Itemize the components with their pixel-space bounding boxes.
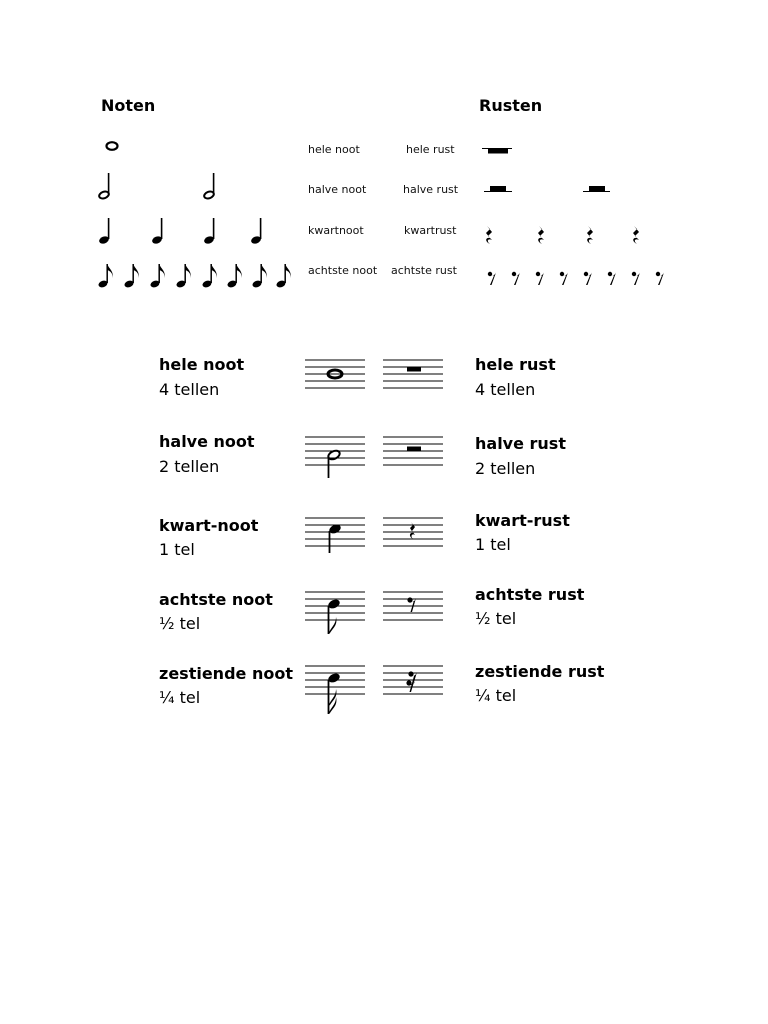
sixteenth-note-icon <box>327 672 341 714</box>
rests-heading: Rusten <box>479 96 543 115</box>
rest-count: ¼ tel <box>475 686 517 705</box>
rest-count: 1 tel <box>475 535 511 554</box>
music-staff <box>383 518 443 546</box>
rest-name: achtste rust <box>475 585 585 604</box>
chart-note-label: kwartnoot <box>308 224 364 237</box>
half-rest-icon <box>407 447 421 452</box>
rest-count: 2 tellen <box>475 459 536 478</box>
music-staff <box>305 360 365 388</box>
note-name: hele noot <box>159 355 245 374</box>
rest-count: 4 tellen <box>475 380 536 399</box>
note-name: halve noot <box>159 432 255 451</box>
chart-rest-label: halve rust <box>403 183 459 196</box>
half-note-icon <box>327 449 341 478</box>
rest-name: halve rust <box>475 434 566 453</box>
note-count: 2 tellen <box>159 457 220 476</box>
whole-rest-icon <box>407 367 421 372</box>
note-count: ¼ tel <box>159 688 201 707</box>
rest-count: ½ tel <box>475 609 517 628</box>
note-count: ½ tel <box>159 614 201 633</box>
rest-name: hele rust <box>475 355 556 374</box>
note-count: 4 tellen <box>159 380 220 399</box>
rest-name: zestiende rust <box>475 662 605 681</box>
chart-note-label: halve noot <box>308 183 367 196</box>
chart-note-label: achtste noot <box>308 264 378 277</box>
music-staff <box>383 360 443 388</box>
notes-heading: Noten <box>101 96 156 115</box>
chart-rest-label: kwartrust <box>404 224 457 237</box>
eighth-rest-icon <box>407 597 416 612</box>
sixteenth-rest-icon <box>406 671 417 692</box>
note-name: zestiende noot <box>159 664 293 683</box>
note-name: achtste noot <box>159 590 273 609</box>
eighth-note-icon <box>327 598 341 634</box>
chart-note-label: hele noot <box>308 143 360 156</box>
note-name: kwart-noot <box>159 516 259 535</box>
chart-rest-label: hele rust <box>406 143 455 156</box>
chart-rest-label: achtste rust <box>391 264 457 277</box>
rest-name: kwart-rust <box>475 511 570 530</box>
quarter-note-icon <box>328 523 342 553</box>
note-count: 1 tel <box>159 540 195 559</box>
